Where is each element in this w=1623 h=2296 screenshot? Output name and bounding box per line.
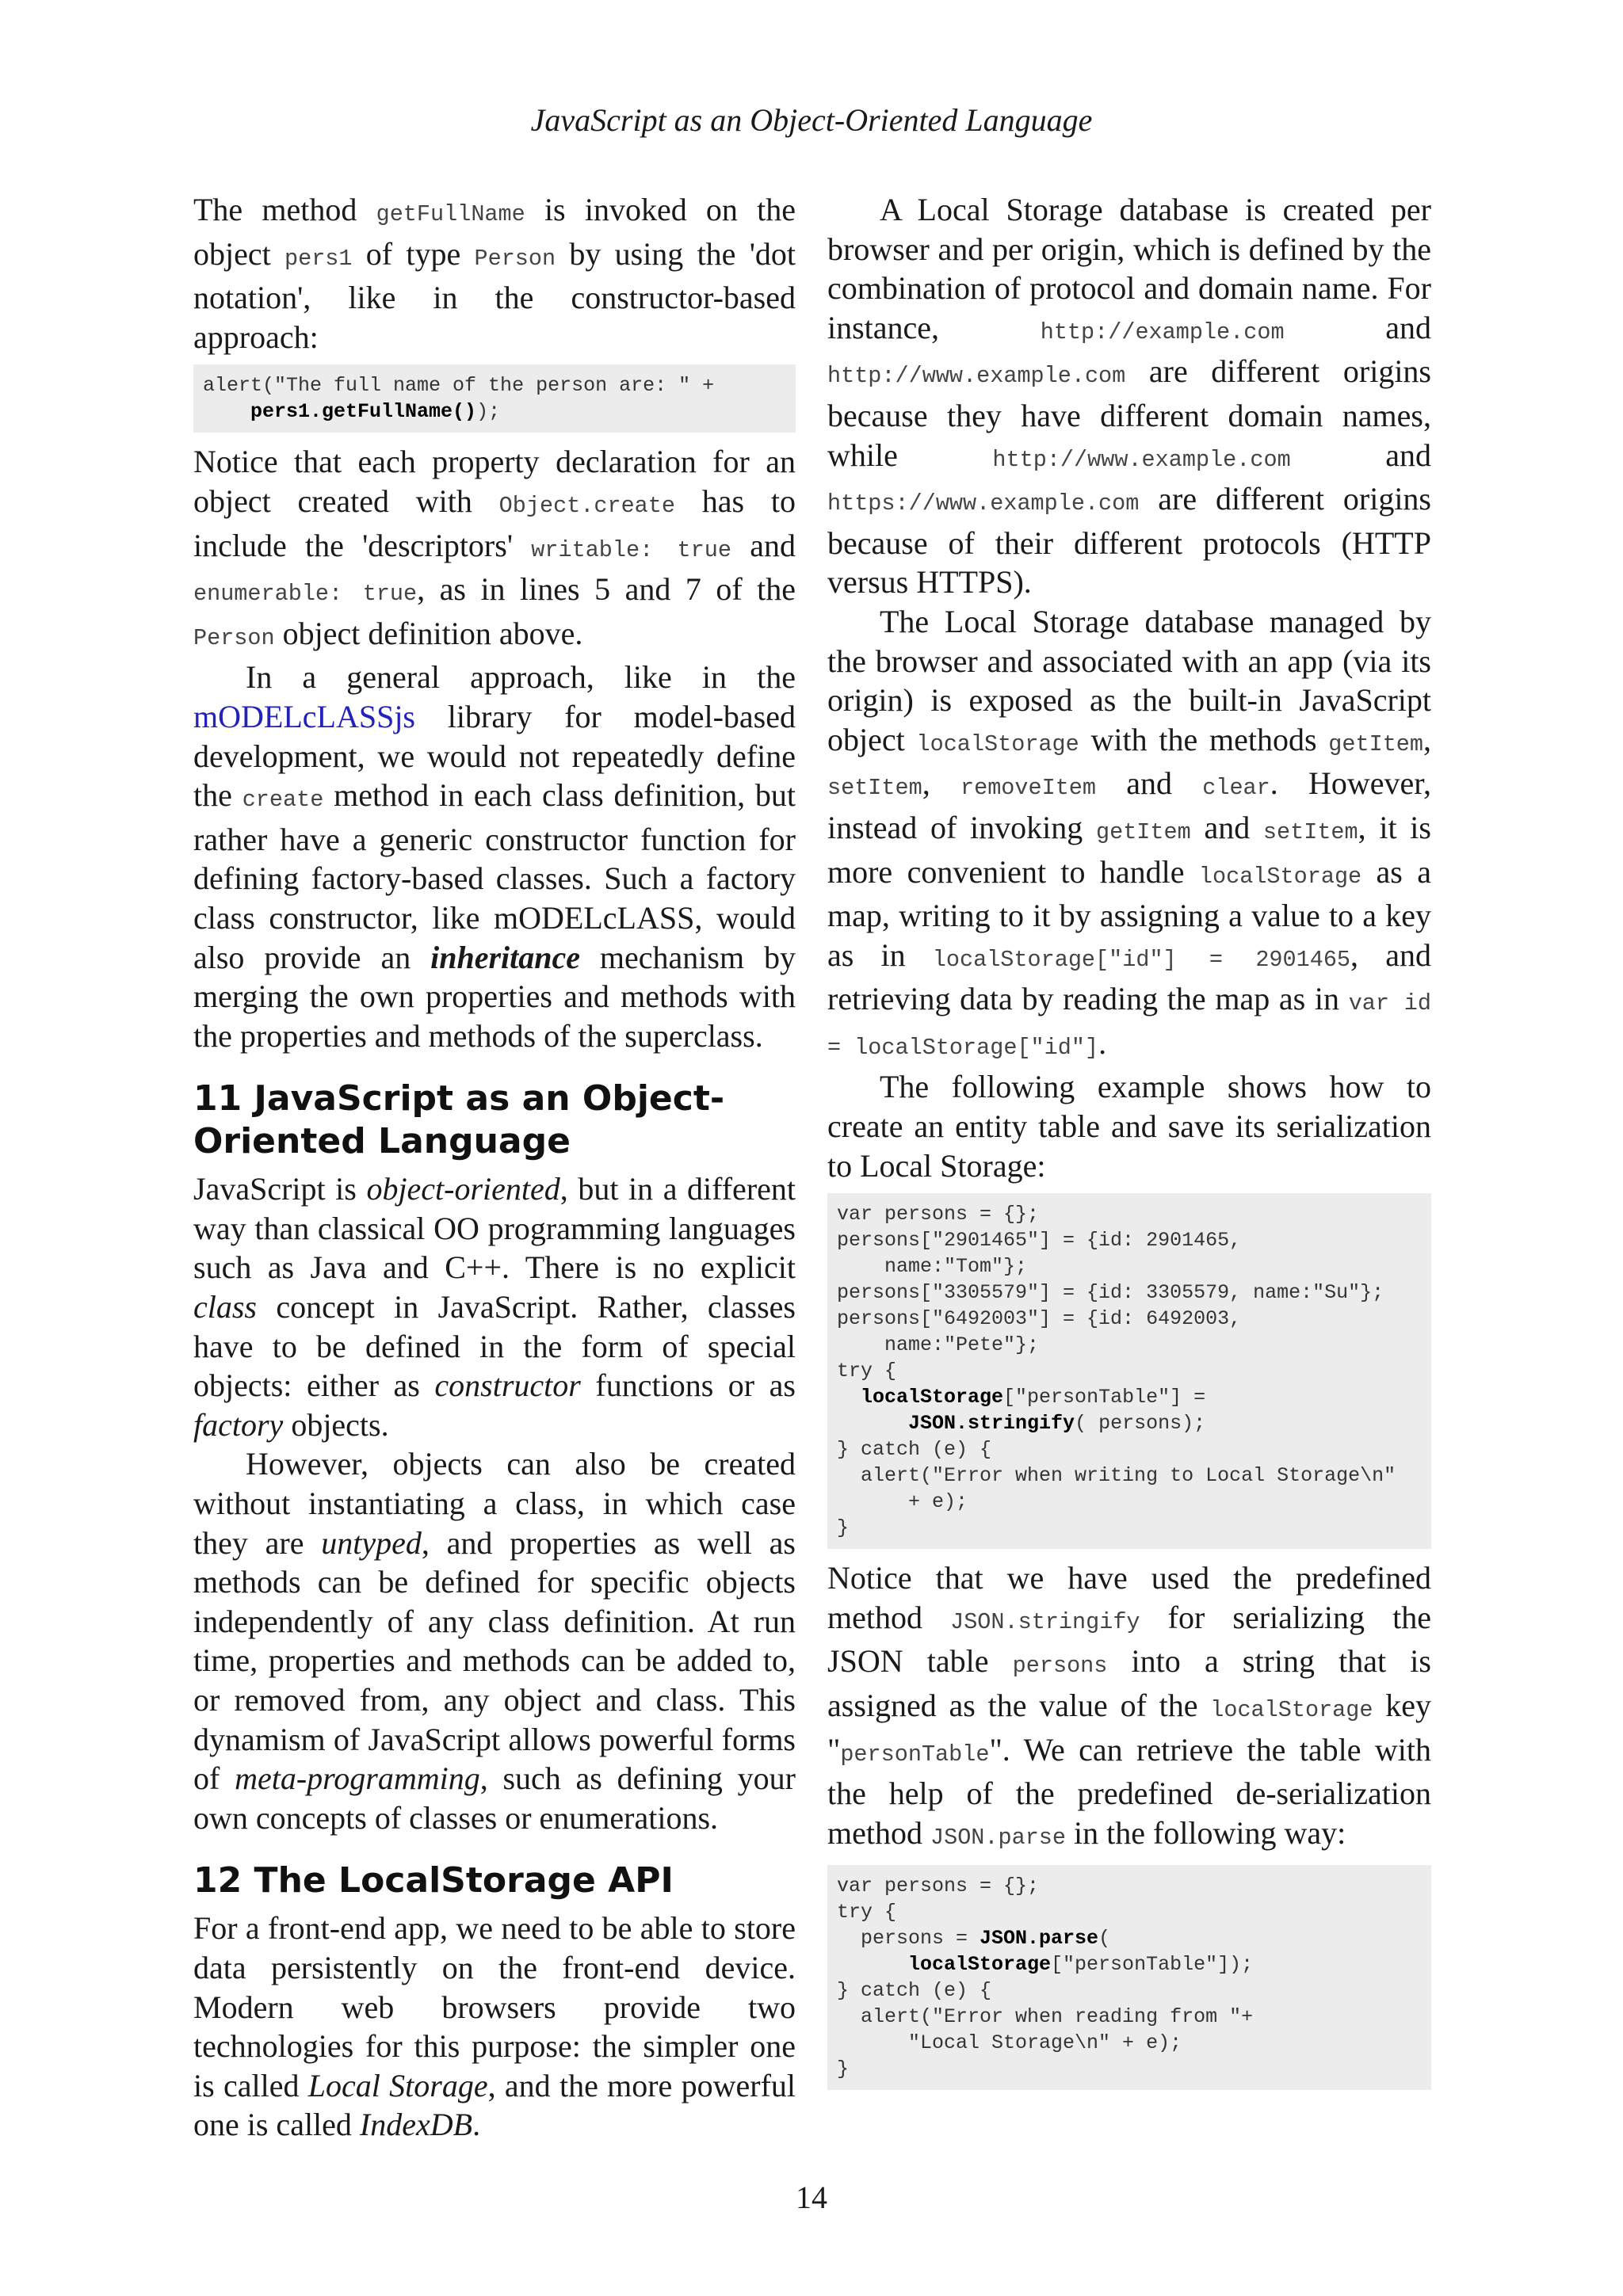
paragraph: JavaScript is object-oriented, but in a different way than classical OO programming languages such as Java and C++. There is no explicit class concept in JavaScript. Rather, classes have to be defined in the form of special objects: either as constructor functions or as factory objects. xyxy=(193,1171,796,1443)
paragraph: The Local Storage database managed by the browser and associated with an app (via its origin) is exposed as the built-in JavaScript object localStorage with the methods getItem, setItem, removeItem and clear. However, instead of invoking getItem and setItem, it is more convenient to handle localStorage as a map, writing to it by assigning a value to a key as in localStorage["id"] = 2901465, and retrieving data by reading the map as in var id = localStorage["id"]. xyxy=(827,603,1432,1061)
inline-code: setItem xyxy=(1262,818,1358,845)
modelclass-link[interactable]: mODELcLASSjs xyxy=(193,698,415,734)
paragraph: However, objects can also be created without instantiating a class, in which case they are untyped, and properties as well as methods can be defined for specific objects independently of any class definition. At run time, properties and methods can be added to, or removed from, any object and class. This dynamism of JavaScript allows powerful forms of meta-programming, such as defining your own concepts of classes or enumerations. xyxy=(193,1446,796,1836)
paragraph: In a general approach, like in the mODELcLASSjs library for model-based development, we would not repeatedly define the create method in each class definition, but rather have a generic constructor function for defining factory-based classes. Such a factory class constructor, like mODELcLASS, would also provide an inheritance mechanism by merging the own properties and methods with the properties and methods of the superclass. xyxy=(193,659,796,1054)
inline-code: Object.create xyxy=(498,492,675,519)
code-block: alert("The full name of the person are: " + pers1.getFullName()); xyxy=(193,364,796,433)
left-column xyxy=(193,190,796,2145)
inline-code: enumerable: true xyxy=(193,581,418,608)
inline-code: persons xyxy=(1012,1653,1108,1680)
paragraph: The method getFullName is invoked on the object pers1 of type Person by using the 'dot notation', like in the constructor-based approach: xyxy=(193,192,796,355)
inline-code: http://www.example.com xyxy=(992,446,1291,473)
inline-code: https://www.example.com xyxy=(827,490,1140,517)
page-number: 14 xyxy=(796,2180,827,2215)
paragraph: For a front-end app, we need to be able to store data persistently on the front-end device. Modern web browsers provide two technologies for this purpose: the simpler one is called Local Storage, and the more powerful one is called IndexDB. xyxy=(193,1910,796,2143)
code-block: var persons = {}; persons["2901465"] = {id: 2901465, name:"Tom"}; persons["3305579"] = {id: 3305579, name:"Su"}; persons["6492003"] = {id: 6492003, name:"Pete"}; try { localStorage["personTable"] = JSON.stringify( persons); } catch (e) { alert("Error when writing to Local Storage\n" + e); } xyxy=(827,1193,1431,1549)
paragraph: Notice that we have used the predefined method JSON.stringify for serializing the JSON table persons into a string that is assigned as the value of the localStorage key "personTable". We can retrieve the table with the help of the predefined de-serialization method JSON.parse in the following way: xyxy=(827,1560,1431,1851)
section-heading: 11 JavaScript as an Object-Oriented Language xyxy=(193,1078,725,1162)
running-header: JavaScript as an Object-Oriented Language xyxy=(530,102,1093,138)
paragraph: The following example shows how to create an entity table and save its serialization to Local Storage: xyxy=(827,1069,1431,1184)
inline-code: localStorage xyxy=(1210,1697,1373,1724)
paragraph: Notice that each property declaration for an object created with Object.create has to include the 'descriptors' writable: true and enumerable: true, as in lines 5 and 7 of the Person object definition above. xyxy=(193,444,796,651)
inline-code: Person xyxy=(193,624,275,651)
inline-code: clear xyxy=(1202,775,1270,802)
inline-code: http://example.com xyxy=(1040,318,1285,345)
inline-code: create xyxy=(242,787,324,814)
inline-code: Person xyxy=(474,245,556,272)
inline-code: getItem xyxy=(1328,730,1424,757)
inline-code: writable: true xyxy=(531,536,731,563)
right-column xyxy=(827,190,1431,2100)
inline-code: personTable xyxy=(840,1741,990,1768)
section-heading: 12 The LocalStorage API xyxy=(193,1860,674,1901)
inline-code: JSON.parse xyxy=(930,1824,1067,1851)
inline-code: getFullName xyxy=(376,201,525,227)
inline-code: localStorage["id"] = 2901465 xyxy=(932,946,1351,973)
inline-code: JSON.stringify xyxy=(950,1608,1140,1635)
inline-code: getItem xyxy=(1096,818,1191,845)
inline-code: pers1 xyxy=(285,245,353,272)
paragraph: A Local Storage database is created per browser and per origin, which is defined by the combination of protocol and domain name. For instance, http://example.com and http://www.example.com are different origins because they have different domain names, while http://www.example.com and https://www.example.com are different origins because of their different protocols (HTTP versus HTTPS). xyxy=(827,192,1431,601)
inline-code: localStorage xyxy=(916,730,1079,757)
inline-code: removeItem xyxy=(960,775,1097,802)
code-block: var persons = {}; try { persons = JSON.parse( localStorage["personTable"]); } catch (e) { alert("Error when reading from "+ "Local Storage\n" + e); } xyxy=(827,1865,1431,2090)
inline-code: setItem xyxy=(827,775,922,802)
inline-code: localStorage xyxy=(1198,863,1362,890)
inline-code: http://www.example.com xyxy=(827,363,1126,390)
inline-code: var id = localStorage["id"] xyxy=(827,990,1432,1061)
